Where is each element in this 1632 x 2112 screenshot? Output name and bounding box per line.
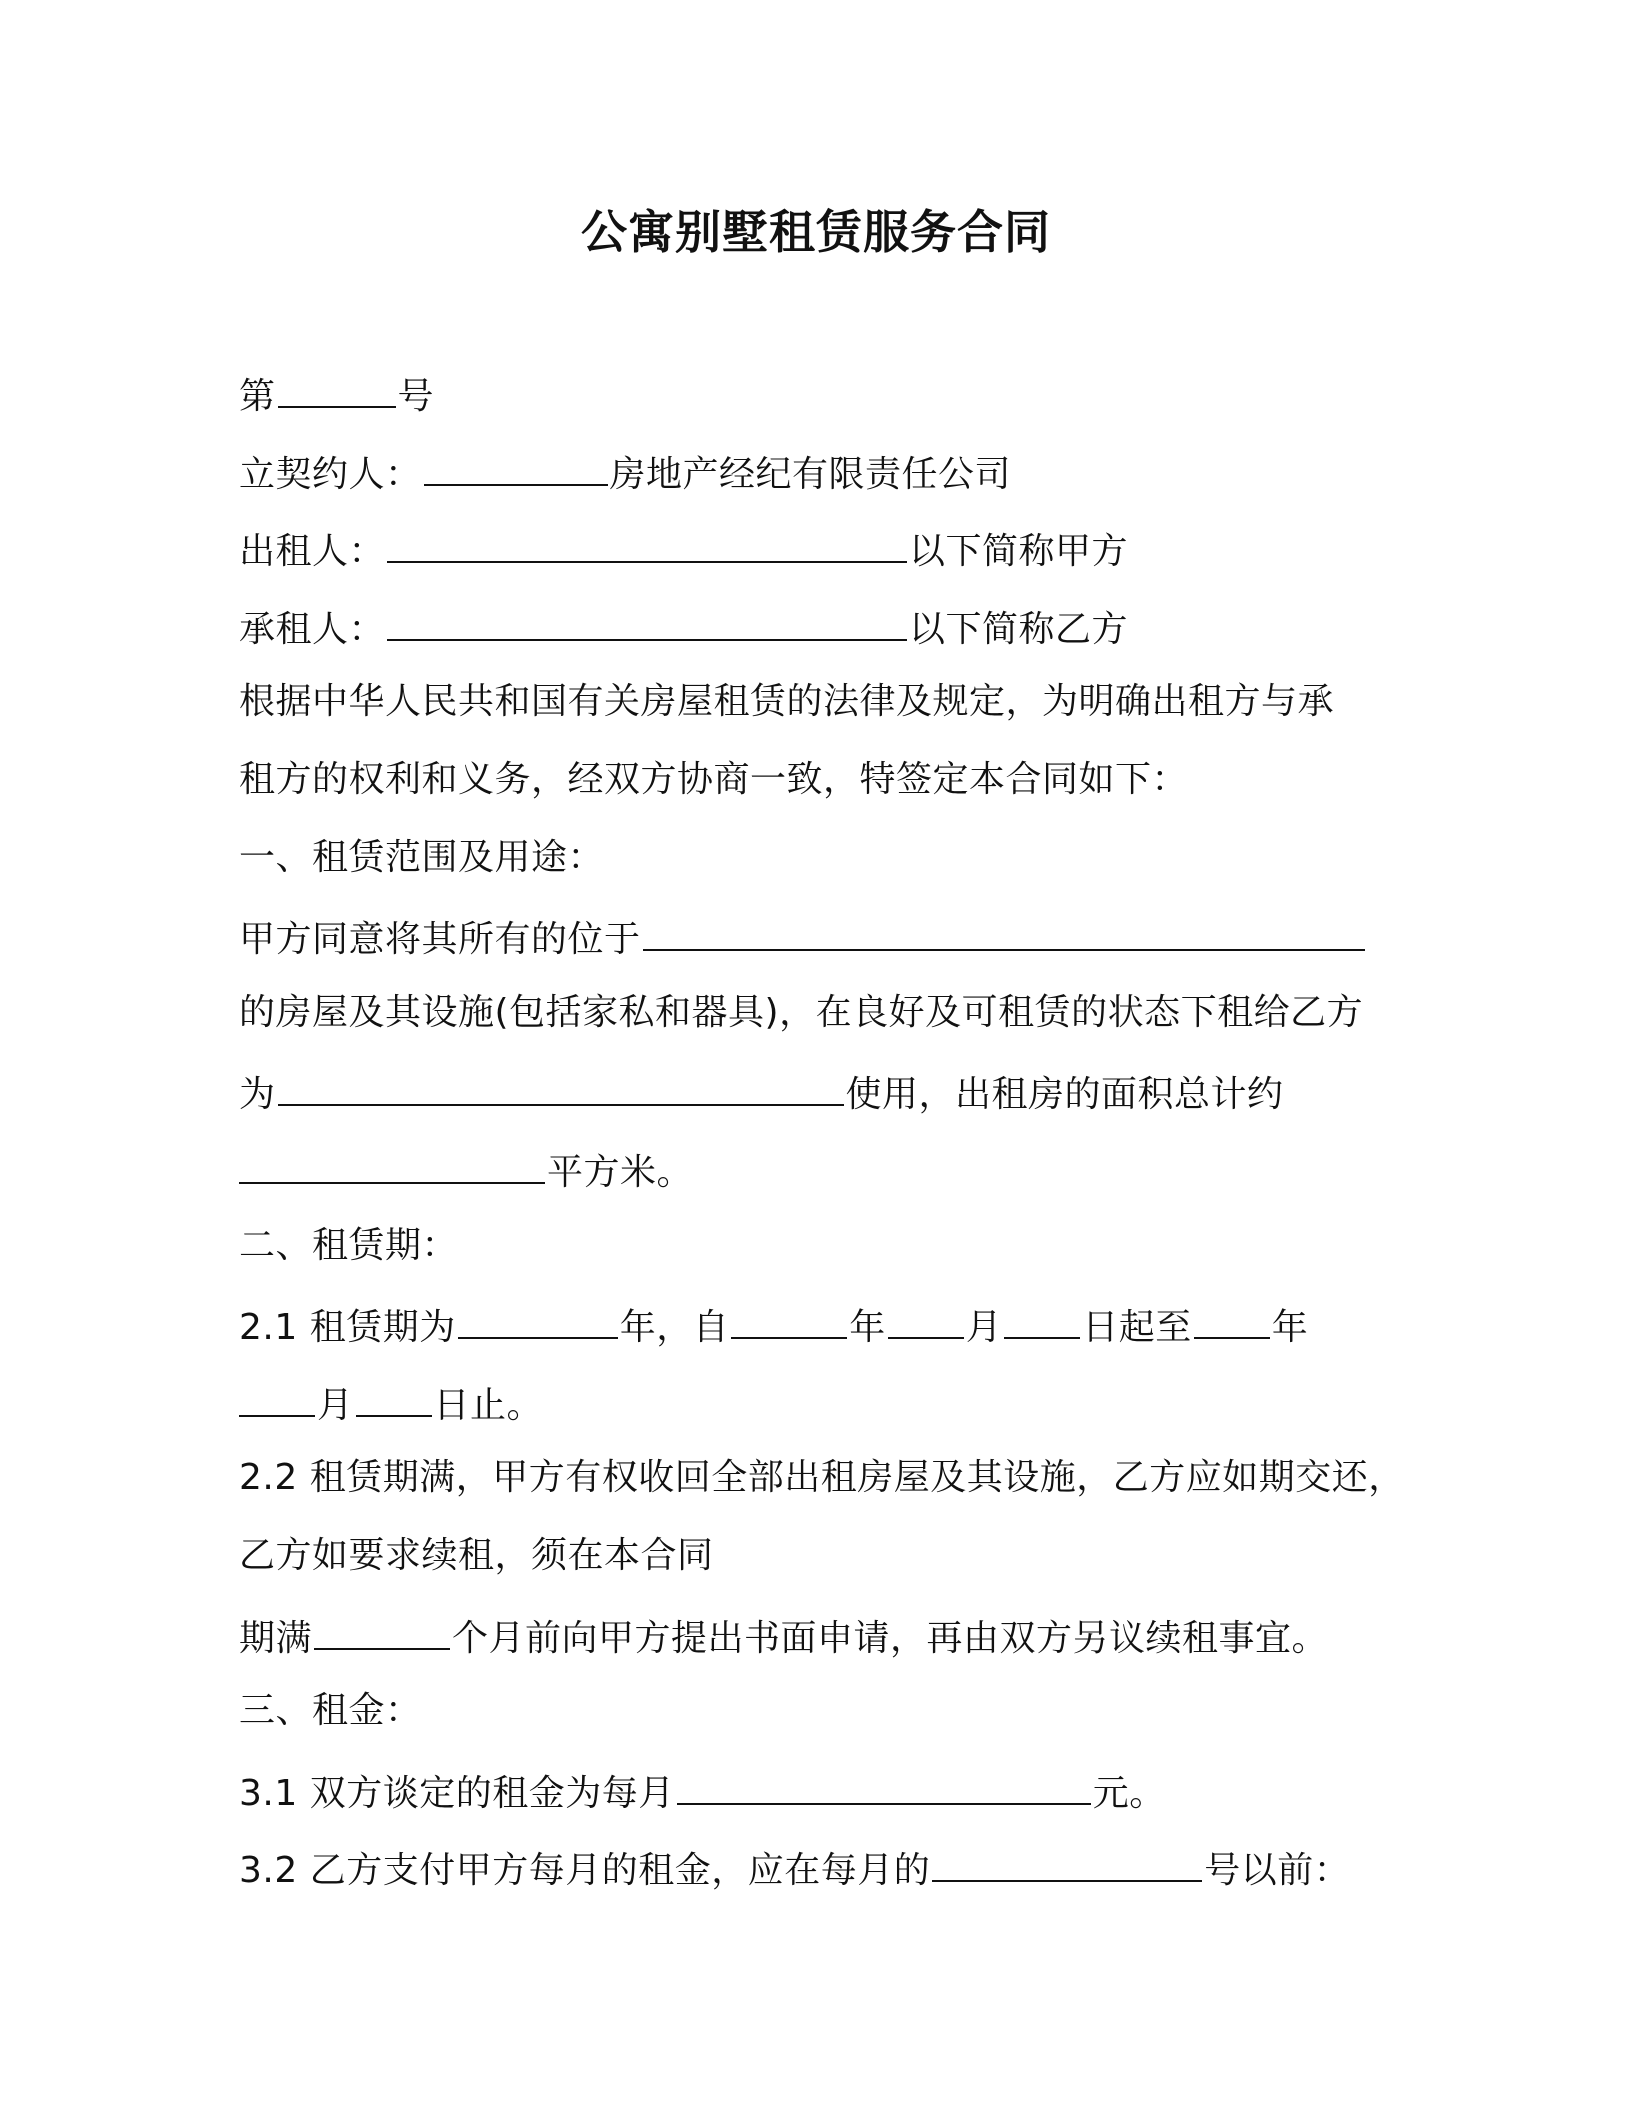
- text: 以下简称乙方: [909, 608, 1129, 650]
- clause-2-1-line-2: [239, 1371, 1419, 1449]
- blank-field: [888, 1293, 964, 1339]
- text: 年: [1271, 1307, 1309, 1349]
- location-line: [239, 905, 1419, 983]
- text: 号: [397, 376, 435, 417]
- text: 第: [239, 376, 276, 417]
- clause-2-2-line-1: 2.2 租赁期满，甲方有权收回全部出租房屋及其设施，乙方应如期交还，: [239, 1457, 1405, 1499]
- text: 房地产经纪有限责任公司: [609, 453, 1012, 495]
- blank-field: [314, 1604, 450, 1650]
- blank-field: [932, 1836, 1202, 1882]
- text: 3.2 乙方支付甲方每月的租金，应在每月的: [239, 1850, 931, 1892]
- blank-field: [356, 1371, 432, 1417]
- text: 号以前：: [1204, 1850, 1351, 1892]
- facilities-line: 的房屋及其设施(包括家私和器具)，在良好及可租赁的状态下租给乙方: [239, 991, 1364, 1033]
- blank-field: [239, 1138, 545, 1184]
- text: 日起至: [1082, 1307, 1192, 1349]
- blank-field: [1194, 1293, 1270, 1339]
- clause-2-1-line-1: [239, 1293, 1419, 1371]
- clause-2-2-line-2: 乙方如要求续租，须在本合同: [239, 1534, 714, 1576]
- usage-line: [239, 1060, 1419, 1138]
- text: 个月前向甲方提出书面申请，再由双方另议续租事宜。: [452, 1617, 1329, 1659]
- contractor-line: [239, 440, 1419, 518]
- text: 立契约人：: [239, 453, 422, 495]
- text: 年: [849, 1307, 886, 1349]
- lessee-line: [239, 595, 1419, 673]
- blank-field: [278, 362, 396, 408]
- blank-field: [387, 517, 907, 563]
- text: 平方米。: [547, 1151, 694, 1193]
- section-heading-2: 二、租赁期：: [239, 1224, 459, 1266]
- text: 年，自: [619, 1307, 730, 1349]
- preamble-line-1: 根据中华人民共和国有关房屋租赁的法律及规定，为明确出租方与承: [239, 681, 1335, 723]
- blank-field: [458, 1293, 618, 1339]
- blank-field: [1004, 1293, 1080, 1339]
- preamble-line-2: 租方的权利和义务，经双方协商一致，特签定本合同如下：: [239, 758, 1189, 800]
- blank-field: [643, 905, 1365, 951]
- clause-2-2-line-3: [239, 1604, 1419, 1682]
- text: 使用，出租房的面积总计约: [845, 1074, 1284, 1116]
- blank-field: [731, 1293, 847, 1339]
- text: 以下简称甲方: [909, 531, 1129, 573]
- contract-number-line: [239, 362, 1419, 440]
- blank-field: [278, 1060, 844, 1106]
- text: 3.1 双方谈定的租金为每月: [239, 1772, 675, 1814]
- text: 月: [317, 1384, 354, 1426]
- text: 甲方同意将其所有的位于: [239, 919, 641, 961]
- blank-field: [424, 440, 608, 486]
- text: 月: [965, 1307, 1003, 1349]
- text: 出租人：: [239, 531, 386, 573]
- section-heading-1: 一、租赁范围及用途：: [239, 836, 605, 878]
- lessor-line: [239, 517, 1419, 595]
- blank-field: [387, 595, 907, 641]
- text: 承租人：: [239, 608, 386, 650]
- blank-field: [677, 1759, 1091, 1805]
- document-body: [239, 362, 1419, 1914]
- text: 2.1 租赁期为: [239, 1307, 456, 1349]
- text: 日止。: [433, 1384, 544, 1426]
- text: 为: [239, 1074, 276, 1116]
- area-line: [239, 1138, 1419, 1216]
- section-heading-3: 三、租金：: [239, 1690, 422, 1732]
- text: 元。: [1092, 1772, 1166, 1814]
- text: 期满: [239, 1617, 313, 1659]
- clause-3-2-line: [239, 1836, 1419, 1914]
- blank-field: [239, 1371, 315, 1417]
- document-title: 公寓别墅租赁服务合同: [581, 205, 1051, 259]
- clause-3-1-line: [239, 1759, 1419, 1837]
